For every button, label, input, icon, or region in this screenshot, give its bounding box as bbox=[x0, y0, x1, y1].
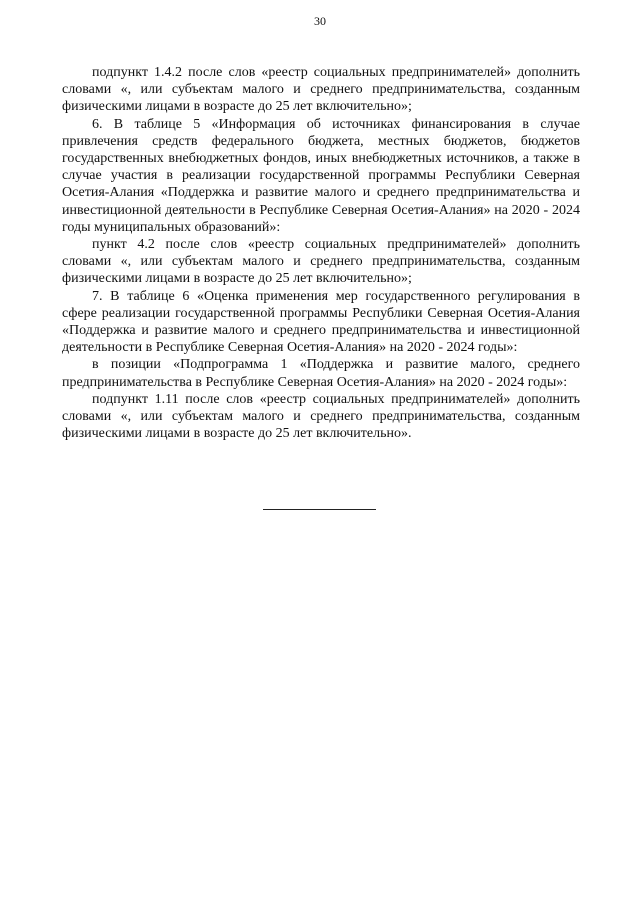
paragraph-subprogram-1-position: в позиции «Подпрограмма 1 «Поддержка и развитие малого, среднего предпринимательства в Республике Северная Осетия-Алания» на 2020 - 2024 годы»: bbox=[62, 357, 580, 390]
paragraph-subitem-1-4-2: подпункт 1.4.2 после слов «реестр социальных предпринимателей» дополнить словами «, или субъектам малого и среднего предпринимательства, созданным физическими лицами в возрасте до 25 лет включительно»; bbox=[62, 65, 580, 115]
document-body bbox=[62, 64, 580, 442]
closing-divider-line bbox=[263, 509, 376, 510]
page-number: 30 bbox=[314, 14, 326, 28]
paragraph-table-6: 7. В таблице 6 «Оценка применения мер государственного регулирования в сфере реализации государственной программы Республики Северная Осетия-Алания «Поддержка и развитие малого и среднего предпринимательства и инвестиционной деятельности в Республике Северная Осетия-Алания» на 2020 - 2024 годы»: bbox=[62, 288, 580, 356]
paragraph-item-4-2: пункт 4.2 после слов «реестр социальных предпринимателей» дополнить словами «, или субъектам малого и среднего предпринимательства, созданным физическими лицами в возрасте до 25 лет включительно»; bbox=[62, 237, 580, 287]
paragraph-subitem-1-11: подпункт 1.11 после слов «реестр социальных предпринимателей» дополнить словами «, или субъектам малого и среднего предпринимательства, созданным физическими лицами в возрасте до 25 лет включительно». bbox=[62, 391, 580, 442]
paragraph-table-5: 6. В таблице 5 «Информация об источниках финансирования в случае привлечения средств федерального бюджета, местных бюджетов, бюджетов государственных внебюджетных фондов, иных внебюджетных источников, а также в случае участия в реализации государственной программы Республики Северная Осетия-Алания «Поддержка и развитие малого и среднего предпринимательства и инвестиционной деятельности в Республике Северная Осетия-Алания» на 2020 - 2024 годы муниципальных образований»: bbox=[62, 116, 580, 235]
